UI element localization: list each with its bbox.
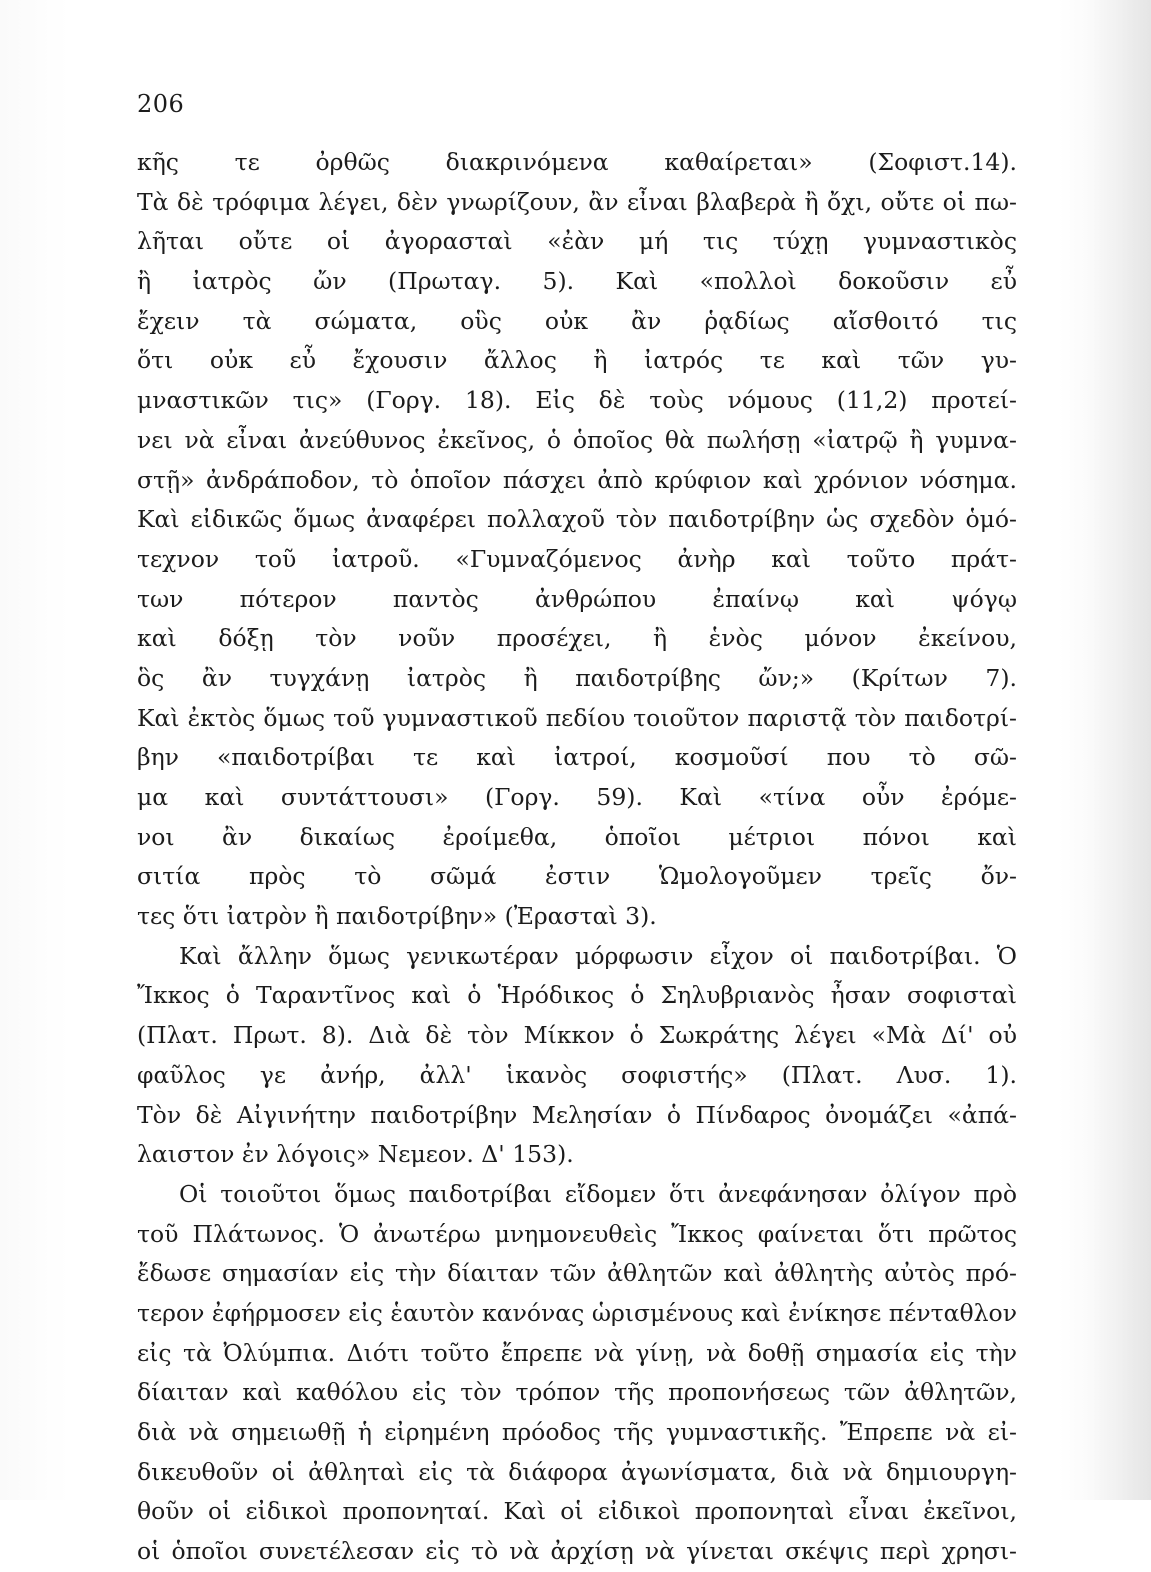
text-line: μα καὶ συντάττουσι» (Γοργ. 59). Καὶ «τίνα οὖν ἐρόμε-: [137, 783, 1017, 811]
text-line: τεχνον τοῦ ἰατροῦ. «Γυμναζόμενος ἀνὴρ καὶ τοῦτο πράτ-: [137, 544, 1017, 573]
text-line: (Πλατ. Πρωτ. 8). Διὰ δὲ τὸν Μίκκον ὁ Σωκράτης λέγει «Μὰ Δί' οὐ: [137, 1021, 1017, 1050]
text-line: φαῦλος γε ἀνήρ, ἀλλ' ἱκανὸς σοφιστής» (Πλατ. Λυσ. 1).: [137, 1060, 1017, 1089]
text-line: κῆς τε ὀρθῶς διακρινόμενα καθαίρεται» (Σοφιστ.14).: [137, 148, 1017, 176]
text-line: νει νὰ εἶναι ἀνεύθυνος ἐκεῖνος, ὁ ὁποῖος θὰ πωλήσῃ «ἰατρῷ ἢ γυμνα-: [137, 425, 1017, 454]
text-line: διὰ νὰ σημειωθῇ ἡ εἰρημένη πρόοδος τῆς γυμναστικῆς. Ἔπρεπε νὰ εἰ-: [137, 1418, 1017, 1446]
text-line: βην «παιδοτρίβαι τε καὶ ἰατροί, κοσμοῦσί που τὸ σῶ-: [137, 743, 1017, 772]
text-line: μναστικῶν τις» (Γοργ. 18). Εἰς δὲ τοὺς νόμους (11,2) προτεί-: [137, 386, 1017, 415]
text-line: στῇ» ἀνδράποδον, τὸ ὁποῖον πάσχει ἀπὸ κρύφιον καὶ χρόνιον νόσημα.: [137, 465, 1017, 494]
page-edge-shadow: [1091, 0, 1151, 1500]
text-line: τες ὅτι ἰατρὸν ἢ παιδοτρίβην» (Ἐρασταὶ 3).: [137, 902, 657, 931]
text-line: ἢ ἰατρὸς ὤν (Πρωταγ. 5). Καὶ «πολλοὶ δοκοῦσιν εὖ: [137, 267, 1017, 296]
text-line: Καὶ ἄλλην ὅμως γενικωτέραν μόρφωσιν εἶχον οἱ παιδοτρίβαι. Ὁ: [179, 941, 1017, 970]
text-line: Τὰ δὲ τρόφιμα λέγει, δὲν γνωρίζουν, ἂν εἶναι βλαβερὰ ἢ ὄχι, οὔτε οἱ πω-: [137, 187, 1017, 216]
text-line: εἰς τὰ Ὀλύμπια. Διότι τοῦτο ἔπρεπε νὰ γίνῃ, νὰ δοθῇ σημασία εἰς τὴν: [137, 1338, 1017, 1367]
text-line: νοι ἂν δικαίως ἐροίμεθα, ὁποῖοι μέτριοι πόνοι καὶ: [137, 822, 1017, 851]
text-line: Καὶ εἰδικῶς ὅμως ἀναφέρει πολλαχοῦ τὸν παιδοτρίβην ὡς σχεδὸν ὁμό-: [137, 505, 1017, 534]
text-line: ἔχειν τὰ σώματα, οὓς οὐκ ἂν ῥᾳδίως αἴσθοιτό τις: [137, 306, 1017, 335]
text-line: ὃς ἂν τυγχάνῃ ἰατρὸς ἢ παιδοτρίβης ὤν;» (Κρίτων 7).: [137, 663, 1017, 692]
text-line: θοῦν οἱ εἰδικοὶ προπονηταί. Καὶ οἱ εἰδικοὶ προπονηταὶ εἶναι ἐκεῖνοι,: [137, 1497, 1017, 1526]
body-text: [137, 143, 1017, 1572]
page-number: 206: [137, 90, 185, 118]
text-line: τοῦ Πλάτωνος. Ὁ ἀνωτέρω μνημονευθεὶς Ἴκκος φαίνεται ὅτι πρῶτος: [137, 1219, 1017, 1248]
text-line: ἔδωσε σημασίαν εἰς τὴν δίαιταν τῶν ἀθλητῶν καὶ ἀθλητὴς αὐτὸς πρό-: [137, 1259, 1017, 1288]
text-line: ὅτι οὐκ εὖ ἔχουσιν ἄλλος ἢ ἰατρός τε καὶ τῶν γυ-: [137, 346, 1017, 375]
text-line: σιτία πρὸς τὸ σῶμά ἐστιν Ὡμολογοῦμεν τρεῖς ὄν-: [137, 862, 1017, 891]
text-line: δίαιταν καὶ καθόλου εἰς τὸν τρόπον τῆς προπονήσεως τῶν ἀθλητῶν,: [137, 1378, 1017, 1407]
text-line: των πότερον παντὸς ἀνθρώπου ἐπαίνῳ καὶ ψόγῳ: [137, 584, 1017, 613]
text-line: Οἱ τοιοῦτοι ὅμως παιδοτρίβαι εἴδομεν ὅτι ἀνεφάνησαν ὀλίγον πρὸ: [179, 1179, 1017, 1208]
text-line: τερον ἐφήρμοσεν εἰς ἑαυτὸν κανόνας ὡρισμένους καὶ ἐνίκησε πένταθλον: [137, 1298, 1017, 1327]
text-line: καὶ δόξῃ τὸν νοῦν προσέχει, ἢ ἑνὸς μόνον ἐκείνου,: [137, 624, 1017, 653]
text-line: Ἴκκος ὁ Ταραντῖνος καὶ ὁ Ἡρόδικος ὁ Σηλυβριανὸς ἦσαν σοφισταὶ: [137, 981, 1017, 1010]
text-line: λαιστον ἐν λόγοις» Νεμεον. Δ' 153).: [137, 1140, 574, 1169]
text-line: Τὸν δὲ Αἰγινήτην παιδοτρίβην Μελησίαν ὁ Πίνδαρος ὀνομάζει «ἀπά-: [137, 1100, 1017, 1129]
text-line: δικευθοῦν οἱ ἀθληταὶ εἰς τὰ διάφορα ἀγωνίσματα, διὰ νὰ δημιουργη-: [137, 1457, 1017, 1486]
text-line: Καὶ ἐκτὸς ὅμως τοῦ γυμναστικοῦ πεδίου τοιοῦτον παριστᾷ τὸν παιδοτρί-: [137, 703, 1017, 732]
text-line: λῆται οὔτε οἱ ἀγορασταὶ «ἐὰν μή τις τύχῃ γυμναστικὸς: [137, 227, 1017, 256]
text-line: οἱ ὁποῖοι συνετέλεσαν εἰς τὸ νὰ ἀρχίσῃ νὰ γίνεται σκέψις περὶ χρησι-: [137, 1537, 1017, 1566]
